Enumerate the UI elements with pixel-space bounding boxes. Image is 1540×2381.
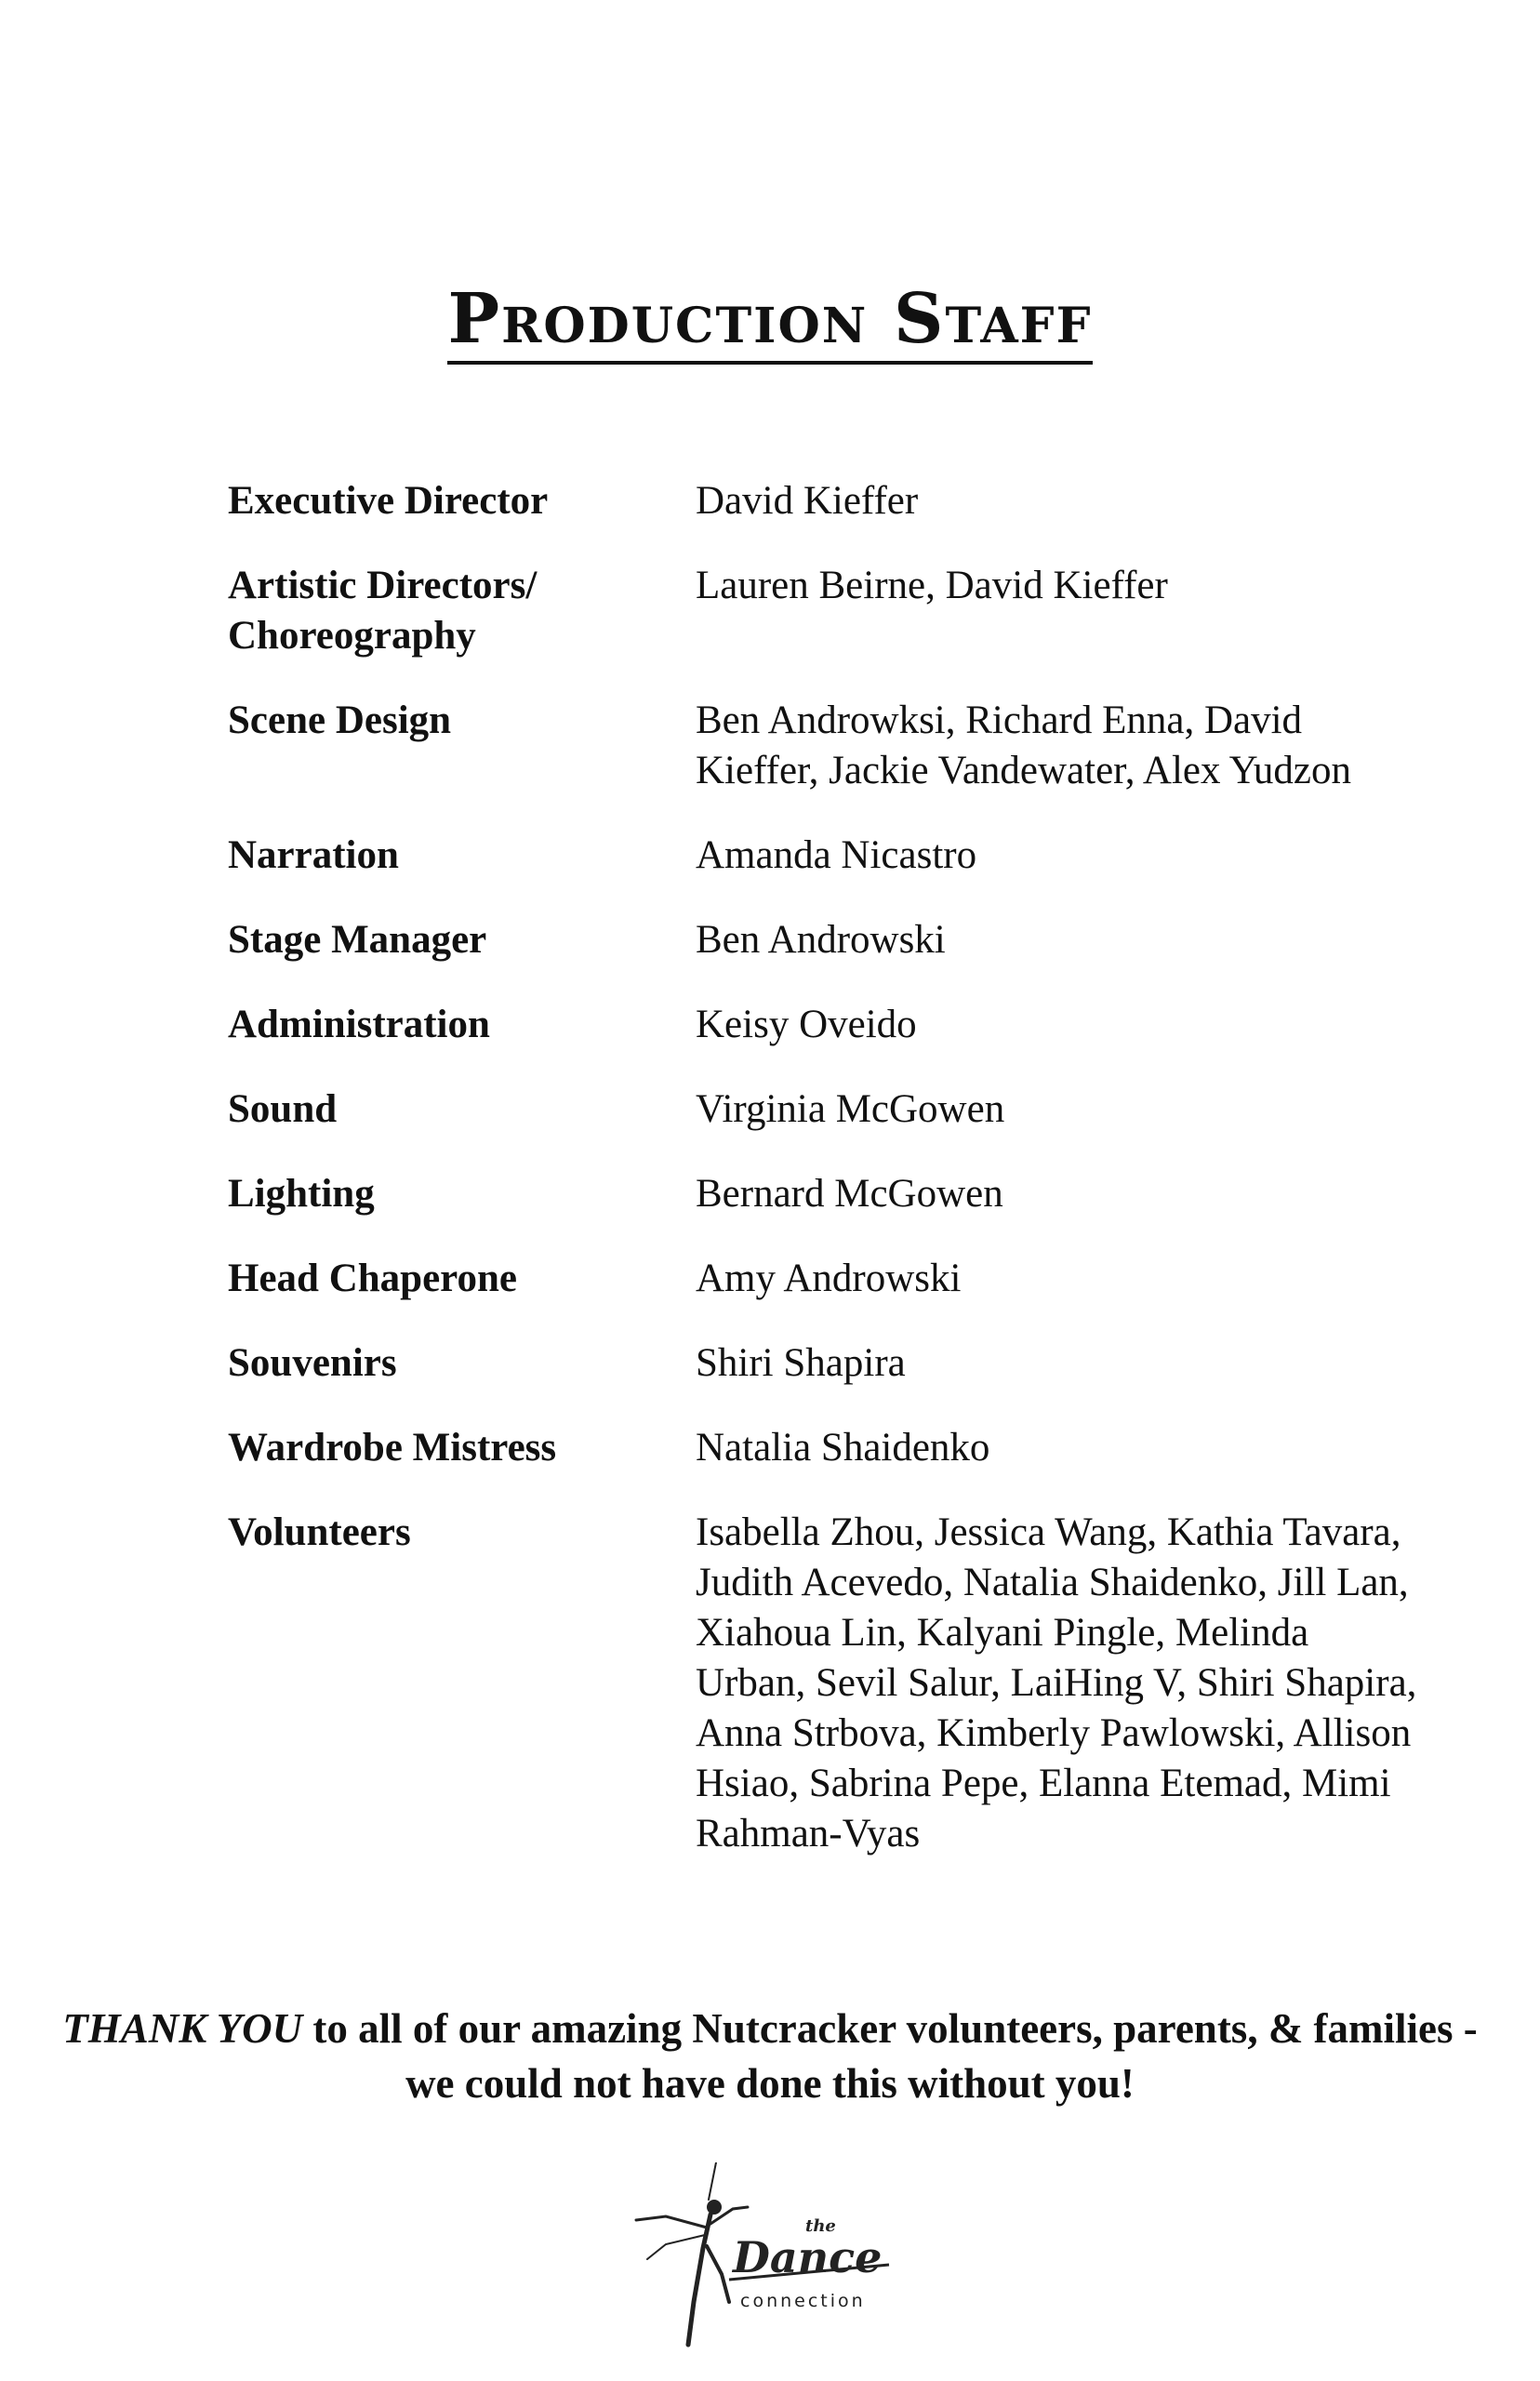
dance-connection-logo bbox=[629, 2162, 908, 2348]
staff-role: Volunteers bbox=[228, 1510, 411, 1554]
staff-list bbox=[228, 476, 1437, 1894]
staff-row bbox=[228, 1254, 1437, 1304]
staff-role: Narration bbox=[228, 833, 399, 877]
staff-role: Scene Design bbox=[228, 698, 452, 742]
staff-names: Ben Androwksi, Richard Enna, David Kieffer, Jackie Vandewater, Alex Yudzon bbox=[696, 698, 1352, 792]
page-title bbox=[0, 279, 1540, 359]
staff-role: Artistic Directors/ Choreography bbox=[228, 564, 538, 658]
staff-row bbox=[228, 915, 1437, 965]
staff-row bbox=[228, 1000, 1437, 1050]
staff-role: Administration bbox=[228, 1003, 490, 1046]
staff-names: Amanda Nicastro bbox=[696, 833, 977, 877]
logo-sub-text: connection bbox=[740, 2291, 866, 2311]
staff-names: Bernard McGowen bbox=[696, 1172, 1003, 1216]
staff-role: Sound bbox=[228, 1087, 338, 1131]
staff-names: David Kieffer bbox=[696, 479, 919, 523]
logo-small-text: the bbox=[805, 2216, 836, 2236]
staff-names: Shiri Shapira bbox=[696, 1341, 906, 1385]
staff-names: Amy Androwski bbox=[696, 1257, 962, 1300]
thank-you-message bbox=[56, 2002, 1484, 2111]
staff-role: Head Chaperone bbox=[228, 1257, 517, 1300]
staff-row bbox=[228, 1338, 1437, 1389]
staff-row bbox=[228, 1508, 1437, 1859]
staff-names: Isabella Zhou, Jessica Wang, Kathia Tavara, Judith Acevedo, Natalia Shaidenko, Jill Lan, Xiahoua Lin, Kalyani Pingle, Melinda Urban, Sevil Salur, LaiHing V, Shiri Shapira, Anna Strbova, Kimberly Pawlowski, Allison Hsiao, Sabrina Pepe, Elanna Etemad, Mimi Rahman-Vyas bbox=[696, 1510, 1417, 1856]
staff-role: Stage Manager bbox=[228, 918, 487, 962]
staff-row bbox=[228, 476, 1437, 526]
staff-role: Wardrobe Mistress bbox=[228, 1426, 557, 1470]
staff-row bbox=[228, 696, 1437, 796]
staff-role: Executive Director bbox=[228, 479, 549, 523]
staff-names: Virginia McGowen bbox=[696, 1087, 1005, 1131]
page-title-text: Production Staff bbox=[447, 279, 1092, 365]
dancer-icon bbox=[636, 2162, 748, 2345]
staff-row bbox=[228, 831, 1437, 881]
staff-row bbox=[228, 1084, 1437, 1135]
staff-row bbox=[228, 1169, 1437, 1219]
staff-names: Ben Androwski bbox=[696, 918, 946, 962]
staff-row bbox=[228, 1423, 1437, 1473]
logo-main-text: Dance bbox=[733, 2232, 883, 2282]
staff-names: Keisy Oveido bbox=[696, 1003, 917, 1046]
staff-role: Souvenirs bbox=[228, 1341, 397, 1385]
staff-names: Lauren Beirne, David Kieffer bbox=[696, 564, 1168, 607]
staff-names: Natalia Shaidenko bbox=[696, 1426, 990, 1470]
staff-row bbox=[228, 561, 1437, 661]
staff-role: Lighting bbox=[228, 1172, 375, 1216]
thank-you-emphasis: THANK YOU bbox=[62, 2005, 303, 2052]
thank-you-text: to all of our amazing Nutcracker volunteers, parents, & families - we could not have done this without you! bbox=[302, 2005, 1478, 2107]
